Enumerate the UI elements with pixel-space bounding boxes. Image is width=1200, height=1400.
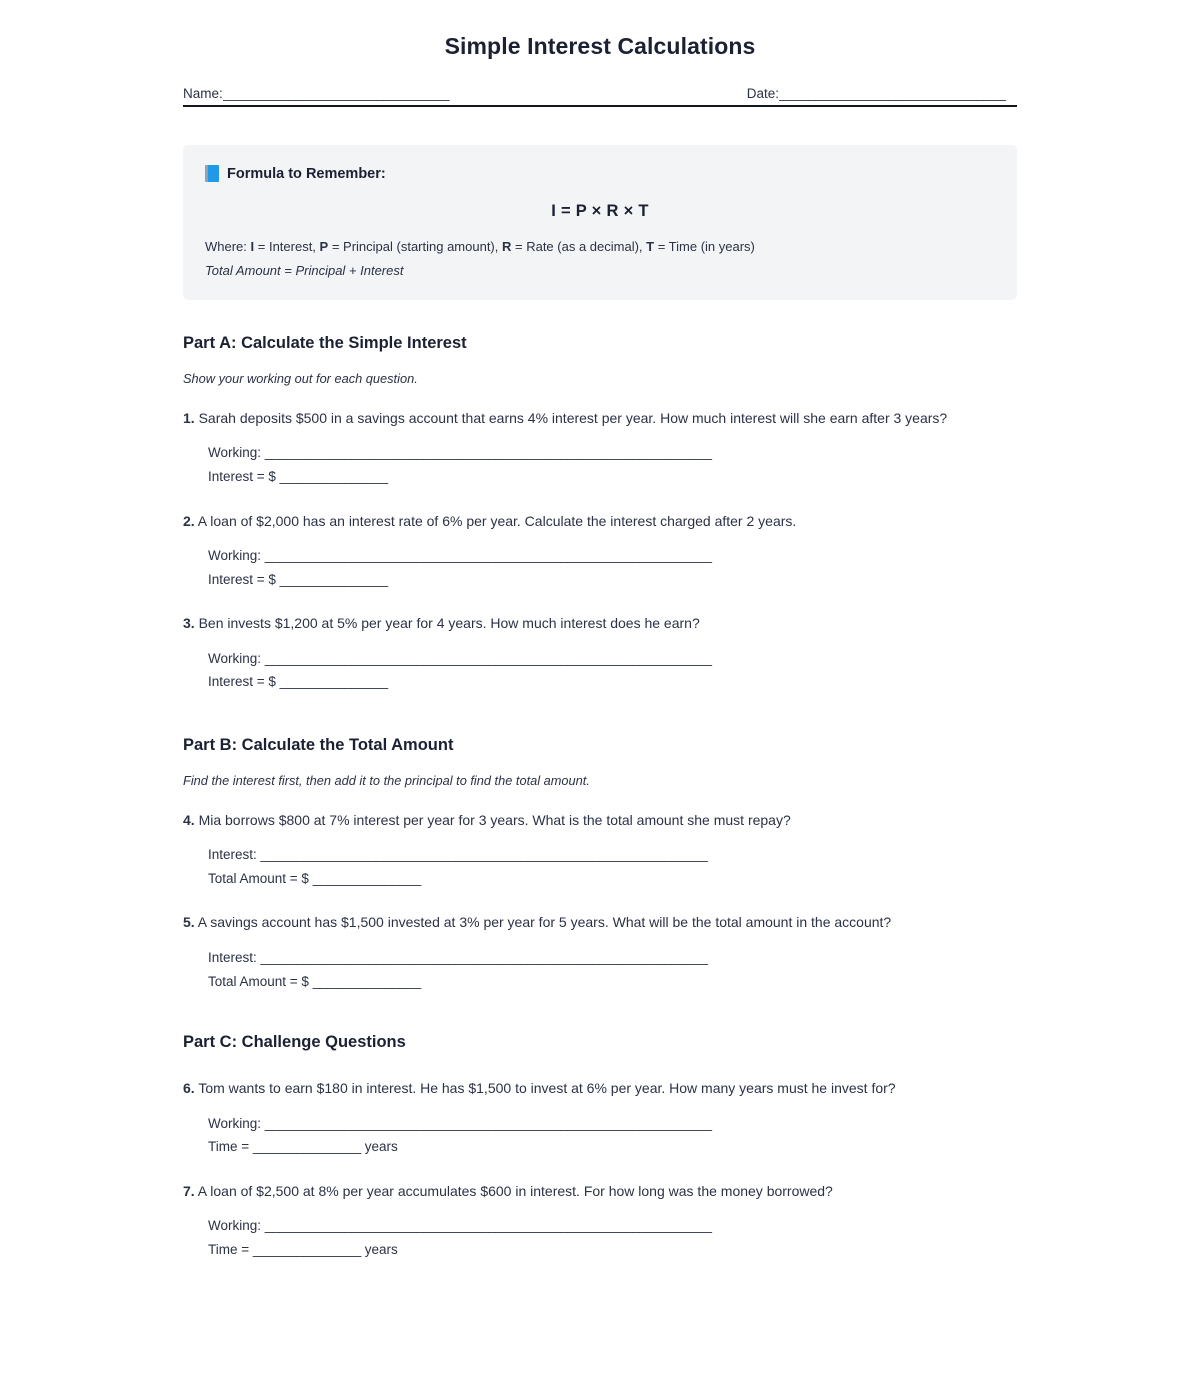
answer-line-label: Working: [208, 547, 265, 563]
answer-block [183, 544, 1017, 591]
answer-block [183, 1214, 1017, 1261]
question-text: 3. Ben invests $1,200 at 5% per year for 4 years. How much interest does he earn? [183, 615, 700, 632]
answer-blank[interactable]: ______________________________________________________________ [264, 650, 712, 666]
answer-block [183, 843, 1017, 890]
question-text: 2. A loan of $2,000 has an interest rate of 6% per year. Calculate the interest charged after 2 years. [183, 512, 797, 529]
answer-blank[interactable]: _______________ [279, 674, 388, 690]
answer-line-label: Total Amount = $ [208, 973, 313, 989]
name-field-group[interactable] [183, 86, 463, 101]
answer-blank[interactable]: _______________ [252, 1241, 362, 1257]
answer-line-label: Time = [208, 1241, 253, 1257]
worksheet-part [183, 334, 1017, 694]
answer-line [208, 946, 1017, 970]
answer-blank[interactable]: _______________ [312, 870, 421, 886]
answer-line-suffix: years [361, 1241, 398, 1257]
answer-line-label: Interest = $ [208, 468, 280, 484]
worksheet-part [183, 1033, 1017, 1261]
question-text: 6. Tom wants to earn $180 in interest. He has $1,500 to invest at 6% per year. How many years must he invest for? [183, 1080, 896, 1097]
question-number: 2. [183, 512, 195, 529]
answer-block [183, 441, 1017, 488]
answer-blank[interactable]: ______________________________________________________________ [260, 847, 708, 863]
answer-line-label: Interest: [208, 949, 261, 965]
question-text: 4. Mia borrows $800 at 7% interest per year for 3 years. What is the total amount she must repay? [183, 811, 791, 828]
worksheet-parts [183, 334, 1017, 1262]
formula-symbol-P: P [319, 239, 329, 254]
name-date-row [183, 86, 1017, 107]
answer-line [208, 441, 1017, 465]
worksheet-content [183, 0, 1017, 1261]
answer-blank[interactable]: _______________ [279, 468, 388, 484]
question-number: 4. [183, 811, 195, 828]
part-heading: Part A: Calculate the Simple Interest [183, 333, 467, 352]
question-item [183, 511, 1017, 592]
formula-legend: Where: I = Interest, P = Principal (starting amount), R = Rate (as a decimal), T = Time (in years) [205, 239, 755, 254]
answer-line-label: Interest = $ [208, 674, 280, 690]
question-item [183, 613, 1017, 694]
answer-block [183, 647, 1017, 694]
question-number: 1. [183, 409, 195, 426]
answer-line [208, 544, 1017, 568]
answer-line-label: Time = [208, 1139, 253, 1155]
question-item [183, 810, 1017, 891]
answer-blank[interactable]: _______________ [252, 1139, 362, 1155]
answer-line-label: Working: [208, 1115, 265, 1131]
part-instruction: Find the interest first, then add it to the principal to find the total amount. [183, 772, 590, 788]
formula-total-note: Total Amount = Principal + Interest [205, 262, 404, 278]
answer-line [208, 1135, 1017, 1159]
answer-line-label: Interest: [208, 847, 261, 863]
formula-symbol-R: R [502, 239, 512, 254]
answer-blank[interactable]: ______________________________________________________________ [264, 445, 712, 461]
answer-line-suffix: years [361, 1139, 398, 1155]
formula-symbol-T: T [646, 239, 655, 254]
answer-line [208, 465, 1017, 489]
answer-blank[interactable]: _______________ [279, 571, 388, 587]
question-text: 5. A savings account has $1,500 invested at 3% per year for 5 years. What will be the total amount in the account? [183, 914, 892, 931]
question-item [183, 912, 1017, 993]
question-item [183, 1078, 1017, 1159]
formula-symbol-I: I [250, 239, 255, 254]
question-item [183, 1181, 1017, 1262]
answer-blank[interactable]: ______________________________________________________________ [264, 547, 712, 563]
worksheet-part [183, 736, 1017, 993]
formula-heading-label: Formula to Remember: [227, 165, 386, 182]
answer-line [208, 1238, 1017, 1262]
answer-line [208, 970, 1017, 994]
name-label: Name: [183, 86, 223, 101]
question-number: 7. [183, 1182, 195, 1199]
part-heading: Part B: Calculate the Total Amount [183, 735, 454, 754]
answer-line [208, 647, 1017, 671]
question-text: 7. A loan of $2,500 at 8% per year accumulates $600 in interest. For how long was the money borrowed? [183, 1182, 833, 1199]
answer-line [208, 568, 1017, 592]
question-number: 3. [183, 615, 195, 632]
question-item [183, 408, 1017, 489]
date-label: Date: [746, 86, 779, 101]
answer-line-label: Interest = $ [208, 571, 280, 587]
answer-block [183, 1112, 1017, 1159]
formula-expression: I = P × R × T [551, 202, 649, 220]
answer-line [208, 1214, 1017, 1238]
question-text: 1. Sarah deposits $500 in a savings account that earns 4% interest per year. How much interest will she earn after 3 years? [183, 409, 948, 426]
answer-line-label: Working: [208, 445, 265, 461]
answer-line [208, 843, 1017, 867]
answer-line [208, 670, 1017, 694]
answer-line-label: Working: [208, 1218, 265, 1234]
name-input-blank[interactable]: _______________________________ [222, 86, 450, 101]
question-number: 6. [183, 1080, 195, 1097]
answer-blank[interactable]: ______________________________________________________________ [264, 1115, 712, 1131]
answer-blank[interactable]: ______________________________________________________________ [264, 1218, 712, 1234]
formula-heading-row [205, 165, 995, 182]
answer-line-label: Working: [208, 650, 265, 666]
answer-block [183, 946, 1017, 993]
answer-line [208, 867, 1017, 891]
date-input-blank[interactable]: _______________________________ [779, 86, 1006, 101]
answer-blank[interactable]: ______________________________________________________________ [260, 949, 708, 965]
question-number: 5. [183, 914, 195, 931]
part-heading: Part C: Challenge Questions [183, 1033, 406, 1052]
date-field-group[interactable] [747, 86, 1017, 101]
answer-blank[interactable]: _______________ [312, 973, 421, 989]
page-title: Simple Interest Calculations [444, 33, 756, 59]
blue-book-icon [205, 165, 219, 182]
answer-line-label: Total Amount = $ [208, 870, 313, 886]
formula-callout-box [183, 145, 1017, 300]
part-instruction: Show your working out for each question. [183, 370, 418, 386]
answer-line [208, 1112, 1017, 1136]
